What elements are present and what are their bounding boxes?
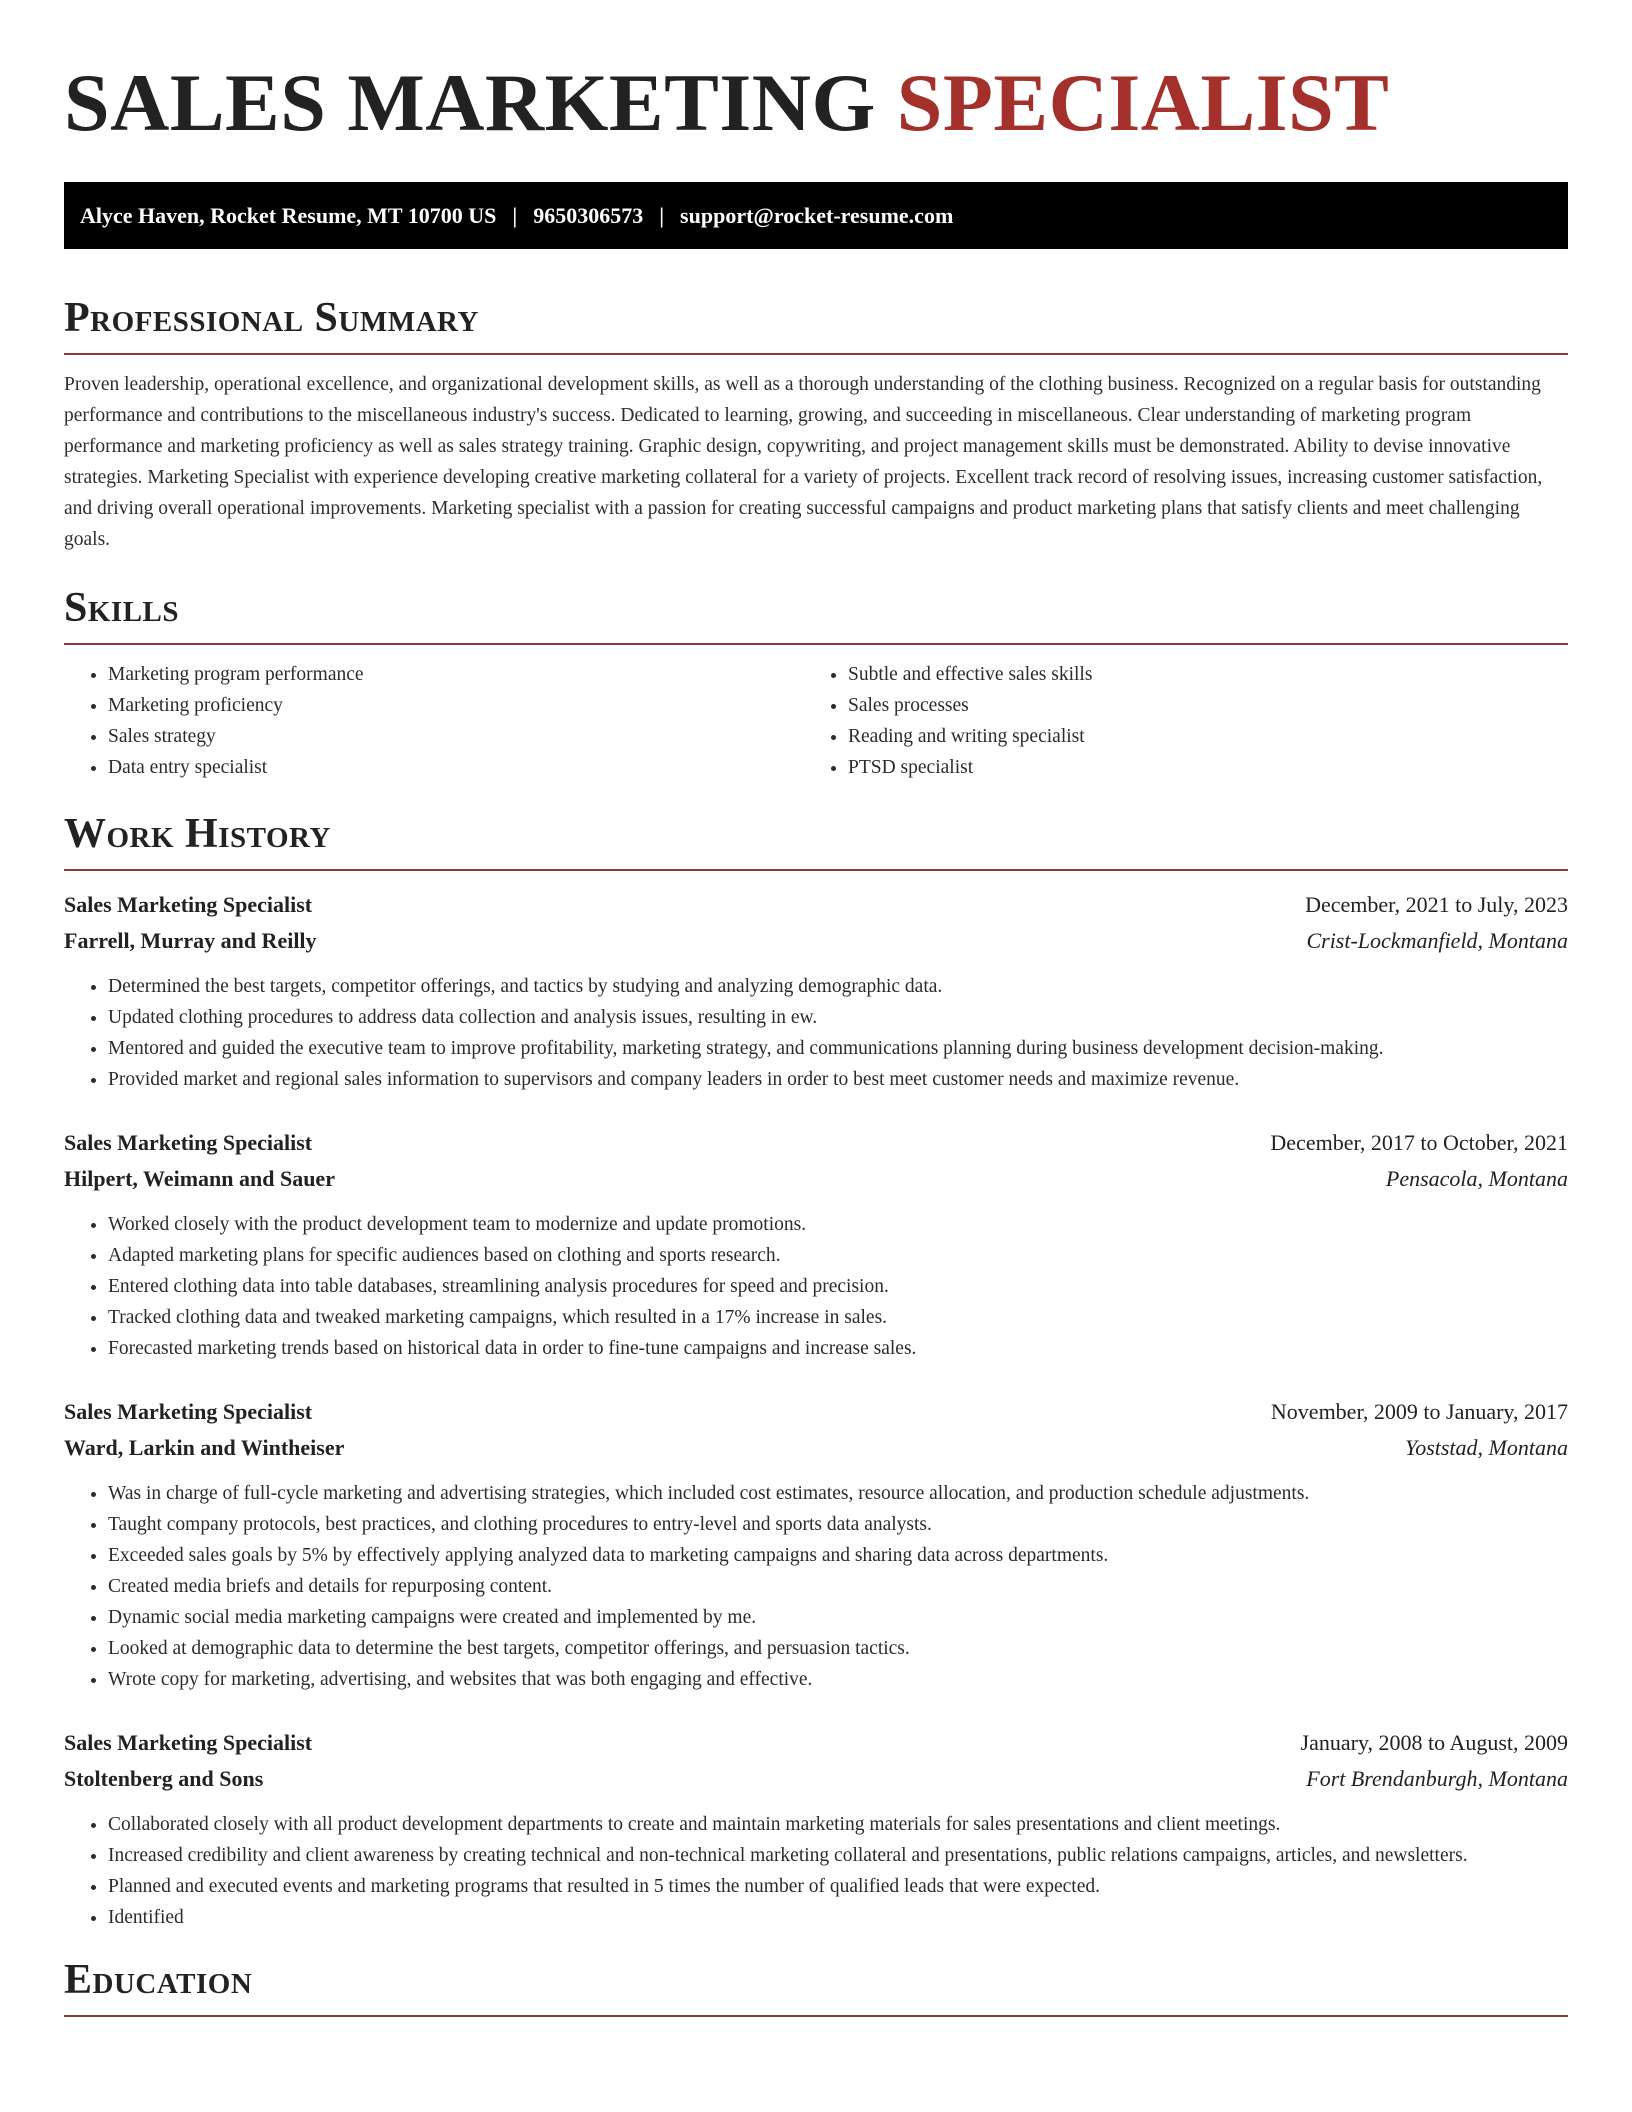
job-location: Crist-Lockmanfield, Montana <box>1306 928 1568 953</box>
summary-section <box>64 297 1568 555</box>
job-dates: December, 2017 to October, 2021 <box>1270 1130 1568 1155</box>
job-header-row <box>64 887 1568 923</box>
job-role: Sales Marketing Specialist <box>64 892 313 917</box>
education-section <box>64 1959 1568 2017</box>
job-dates: January, 2008 to August, 2009 <box>1300 1730 1568 1755</box>
job-bullet: • Planned and executed events and marketing programs that resulted in 5 times the number of qualified leads that were expected. <box>108 1871 1568 1902</box>
job-entry <box>64 1125 1568 1364</box>
skill-item: • Reading and writing specialist <box>848 721 1544 752</box>
job-bullet: • Was in charge of full-cycle marketing and advertising strategies, which included cost estimates, resource allocation, and production schedule adjustments. <box>108 1478 1568 1509</box>
title-main: SALES MARKETING <box>64 57 876 148</box>
job-bullet: • Mentored and guided the executive team to improve profitability, marketing strategy, and communications planning during business development decision-making. <box>108 1033 1568 1064</box>
job-header-row <box>64 1394 1568 1430</box>
job-header-row <box>64 1725 1568 1761</box>
job-bullet: • Updated clothing procedures to address data collection and analysis issues, resulting in ew. <box>108 1002 1568 1033</box>
skill-item: • Marketing program performance <box>108 659 804 690</box>
job-bullet: • Identified <box>108 1902 1568 1933</box>
job-role: Sales Marketing Specialist <box>64 1730 313 1755</box>
job-location: Yoststad, Montana <box>1404 1435 1568 1460</box>
work-history-section <box>64 813 1568 1933</box>
job-company: Ward, Larkin and Wintheiser <box>64 1435 345 1460</box>
contact-phone: 9650306573 <box>533 202 644 228</box>
job-header-row <box>64 1125 1568 1161</box>
job-company: Stoltenberg and Sons <box>64 1766 264 1791</box>
contact-separator: | <box>512 202 518 228</box>
job-bullet: • Adapted marketing plans for specific audiences based on clothing and sports research. <box>108 1240 1568 1271</box>
job-location: Fort Brendanburgh, Montana <box>1306 1766 1568 1791</box>
job-dates: November, 2009 to January, 2017 <box>1270 1399 1568 1424</box>
job-bullet: • Determined the best targets, competitor offerings, and tactics by studying and analyzing demographic data. <box>108 971 1568 1002</box>
skill-item: • Sales strategy <box>108 721 804 752</box>
contact-bar <box>64 182 1568 249</box>
skill-item: • Subtle and effective sales skills <box>848 659 1544 690</box>
job-bullet: • Looked at demographic data to determine the best targets, competitor offerings, and persuasion tactics. <box>108 1633 1568 1664</box>
job-entry <box>64 887 1568 1095</box>
job-company: Farrell, Murray and Reilly <box>64 928 317 953</box>
title-accent: SPECIALIST <box>896 57 1390 148</box>
job-bullet: • Forecasted marketing trends based on historical data in order to fine-tune campaigns and increase sales. <box>108 1333 1568 1364</box>
job-company-row <box>64 1430 1568 1466</box>
job-bullet: • Worked closely with the product development team to modernize and update promotions. <box>108 1209 1568 1240</box>
job-bullets <box>64 971 1568 1095</box>
skills-heading: Skills <box>64 587 1568 645</box>
skill-item: • PTSD specialist <box>848 752 1544 783</box>
skill-item: • Sales processes <box>848 690 1544 721</box>
job-entry <box>64 1725 1568 1933</box>
job-bullet: • Dynamic social media marketing campaigns were created and implemented by me. <box>108 1602 1568 1633</box>
job-bullet: • Exceeded sales goals by 5% by effectively applying analyzed data to marketing campaigns and sharing data across departments. <box>108 1540 1568 1571</box>
education-heading: Education <box>64 1959 1568 2017</box>
job-entry <box>64 1394 1568 1695</box>
skill-item: • Marketing proficiency <box>108 690 804 721</box>
job-dates: December, 2021 to July, 2023 <box>1305 892 1568 917</box>
skills-columns <box>64 659 1568 783</box>
resume-page <box>64 0 1568 2017</box>
job-bullet: • Provided market and regional sales information to supervisors and company leaders in order to best meet customer needs and maximize revenue. <box>108 1064 1568 1095</box>
job-bullets <box>64 1478 1568 1695</box>
summary-text: Proven leadership, operational excellence, and organizational development skills, as well as a thorough understanding of the clothing business. Recognized on a regular basis for outstanding performance and contributions to the miscellaneous industry's success. Dedicated to learning, growing, and succeeding in miscellaneous. Clear understanding of marketing program performance and marketing proficiency as well as sales strategy training. Graphic design, copywriting, and project management skills must be demonstrated. Ability to devise innovative strategies. Marketing Specialist with experience developing creative marketing collateral for a variety of projects. Excellent track record of resolving issues, increasing customer satisfaction, and driving overall operational improvements. Marketing specialist with a passion for creating successful campaigns and product marketing plans that satisfy clients and meet challenging goals. <box>64 374 1543 550</box>
job-role: Sales Marketing Specialist <box>64 1130 313 1155</box>
job-role: Sales Marketing Specialist <box>64 1399 313 1424</box>
job-company-row <box>64 923 1568 959</box>
work-history-heading: Work History <box>64 813 1568 871</box>
job-company: Hilpert, Weimann and Sauer <box>64 1166 335 1191</box>
job-bullet: • Entered clothing data into table databases, streamlining analysis procedures for speed and precision. <box>108 1271 1568 1302</box>
skills-section <box>64 587 1568 783</box>
job-bullet: • Wrote copy for marketing, advertising, and websites that was both engaging and effective. <box>108 1664 1568 1695</box>
job-bullet: • Tracked clothing data and tweaked marketing campaigns, which resulted in a 17% increase in sales. <box>108 1302 1568 1333</box>
job-company-row <box>64 1161 1568 1197</box>
contact-address: Alyce Haven, Rocket Resume, MT 10700 US <box>80 202 497 228</box>
job-bullet: • Created media briefs and details for repurposing content. <box>108 1571 1568 1602</box>
job-bullets <box>64 1209 1568 1364</box>
resume-title <box>64 57 1568 148</box>
contact-email[interactable]: support@rocket-resume.com <box>680 202 954 228</box>
skill-item: • Data entry specialist <box>108 752 804 783</box>
job-location: Pensacola, Montana <box>1385 1166 1568 1191</box>
job-bullets <box>64 1809 1568 1933</box>
summary-heading: Professional Summary <box>64 297 1568 355</box>
job-bullet: • Collaborated closely with all product development departments to create and maintain marketing materials for sales presentations and client meetings. <box>108 1809 1568 1840</box>
skills-list-left <box>64 659 804 783</box>
job-company-row <box>64 1761 1568 1797</box>
skills-list-right <box>804 659 1544 783</box>
contact-separator: | <box>659 202 665 228</box>
job-bullet: • Increased credibility and client awareness by creating technical and non-technical marketing collateral and presentations, public relations campaigns, articles, and newsletters. <box>108 1840 1568 1871</box>
job-bullet: • Taught company protocols, best practices, and clothing procedures to entry-level and sports data analysts. <box>108 1509 1568 1540</box>
